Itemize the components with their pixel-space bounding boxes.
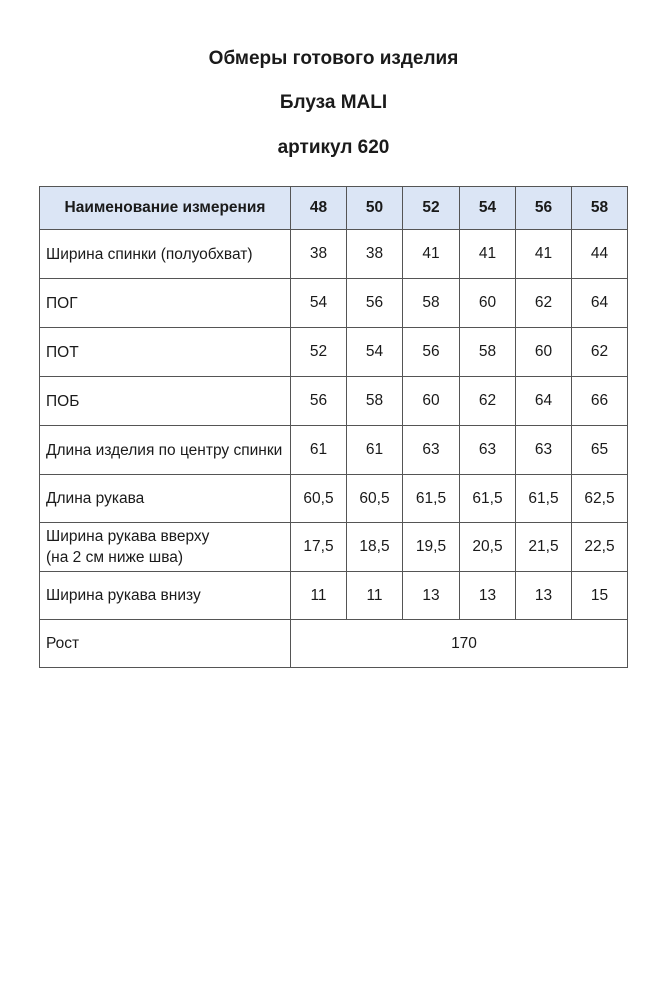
row-name-cell: Длина рукава: [40, 475, 291, 523]
header-size-cell: 48: [291, 187, 347, 230]
value-cell: 38: [291, 230, 347, 279]
value-cell: 60: [403, 377, 460, 426]
table-row: [40, 572, 628, 620]
value-cell: 58: [403, 279, 460, 328]
value-cell: 60: [516, 328, 572, 377]
table-row: [40, 475, 628, 523]
table-row-height: [40, 620, 628, 668]
header-name-cell: Наименование измерения: [40, 187, 291, 230]
header-size-cell: 56: [516, 187, 572, 230]
value-cell: 13: [516, 572, 572, 620]
value-cell: 52: [291, 328, 347, 377]
value-cell: 41: [460, 230, 516, 279]
row-name-cell: ПОБ: [40, 377, 291, 426]
header-size-cell: 50: [347, 187, 403, 230]
value-cell: 13: [460, 572, 516, 620]
row-name-cell: [40, 523, 291, 572]
value-cell: 60,5: [347, 475, 403, 523]
table-header-row: [40, 187, 628, 230]
header-size-cell: 52: [403, 187, 460, 230]
article-number: артикул 620: [277, 137, 390, 158]
row-name-cell: ПОТ: [40, 328, 291, 377]
table-row: [40, 328, 628, 377]
value-cell: 11: [347, 572, 403, 620]
value-cell: 61,5: [516, 475, 572, 523]
value-cell: 56: [347, 279, 403, 328]
value-cell: 65: [572, 426, 628, 475]
row-name-cell: Ширина рукава внизу: [40, 572, 291, 620]
table-row: [40, 426, 628, 475]
value-cell: 62,5: [572, 475, 628, 523]
value-cell: 63: [460, 426, 516, 475]
value-cell: 64: [572, 279, 628, 328]
row-name-cell: Длина изделия по центру спинки: [40, 426, 291, 475]
value-cell: 60,5: [291, 475, 347, 523]
value-cell: 62: [516, 279, 572, 328]
value-cell: 15: [572, 572, 628, 620]
value-cell: 61,5: [403, 475, 460, 523]
row-name-cell: ПОГ: [40, 279, 291, 328]
value-cell: 11: [291, 572, 347, 620]
value-cell: 38: [347, 230, 403, 279]
value-cell: 54: [291, 279, 347, 328]
value-cell: 56: [403, 328, 460, 377]
value-cell: 61,5: [460, 475, 516, 523]
value-cell: 17,5: [291, 523, 347, 572]
row-name-line: (на 2 см ниже шва): [46, 549, 184, 566]
value-cell: 13: [403, 572, 460, 620]
measurements-table: [39, 186, 628, 668]
value-cell: 61: [347, 426, 403, 475]
value-cell: 20,5: [460, 523, 516, 572]
value-cell: 62: [572, 328, 628, 377]
value-cell: 41: [403, 230, 460, 279]
value-cell: 18,5: [347, 523, 403, 572]
value-cell: 63: [516, 426, 572, 475]
value-cell: 56: [291, 377, 347, 426]
value-cell: 62: [460, 377, 516, 426]
value-cell: 54: [347, 328, 403, 377]
value-cell: 21,5: [516, 523, 572, 572]
value-cell: 63: [403, 426, 460, 475]
value-cell: 41: [516, 230, 572, 279]
value-cell: 60: [460, 279, 516, 328]
value-cell: 61: [291, 426, 347, 475]
product-name: Блуза MALI: [279, 92, 388, 113]
header-size-cell: 54: [460, 187, 516, 230]
table-row: [40, 230, 628, 279]
value-cell: 19,5: [403, 523, 460, 572]
row-name-line: Ширина рукава вверху: [46, 528, 210, 545]
value-cell: 64: [516, 377, 572, 426]
table-row: [40, 377, 628, 426]
value-cell: 66: [572, 377, 628, 426]
value-cell: 58: [460, 328, 516, 377]
value-cell: 58: [347, 377, 403, 426]
row-name-cell: Ширина спинки (полуобхват): [40, 230, 291, 279]
height-value-cell: 170: [291, 620, 628, 668]
value-cell: 44: [572, 230, 628, 279]
table-row: [40, 523, 628, 572]
document-title: Обмеры готового изделия: [208, 48, 459, 69]
table-row: [40, 279, 628, 328]
row-name-cell: Рост: [40, 620, 291, 668]
header-size-cell: 58: [572, 187, 628, 230]
value-cell: 22,5: [572, 523, 628, 572]
